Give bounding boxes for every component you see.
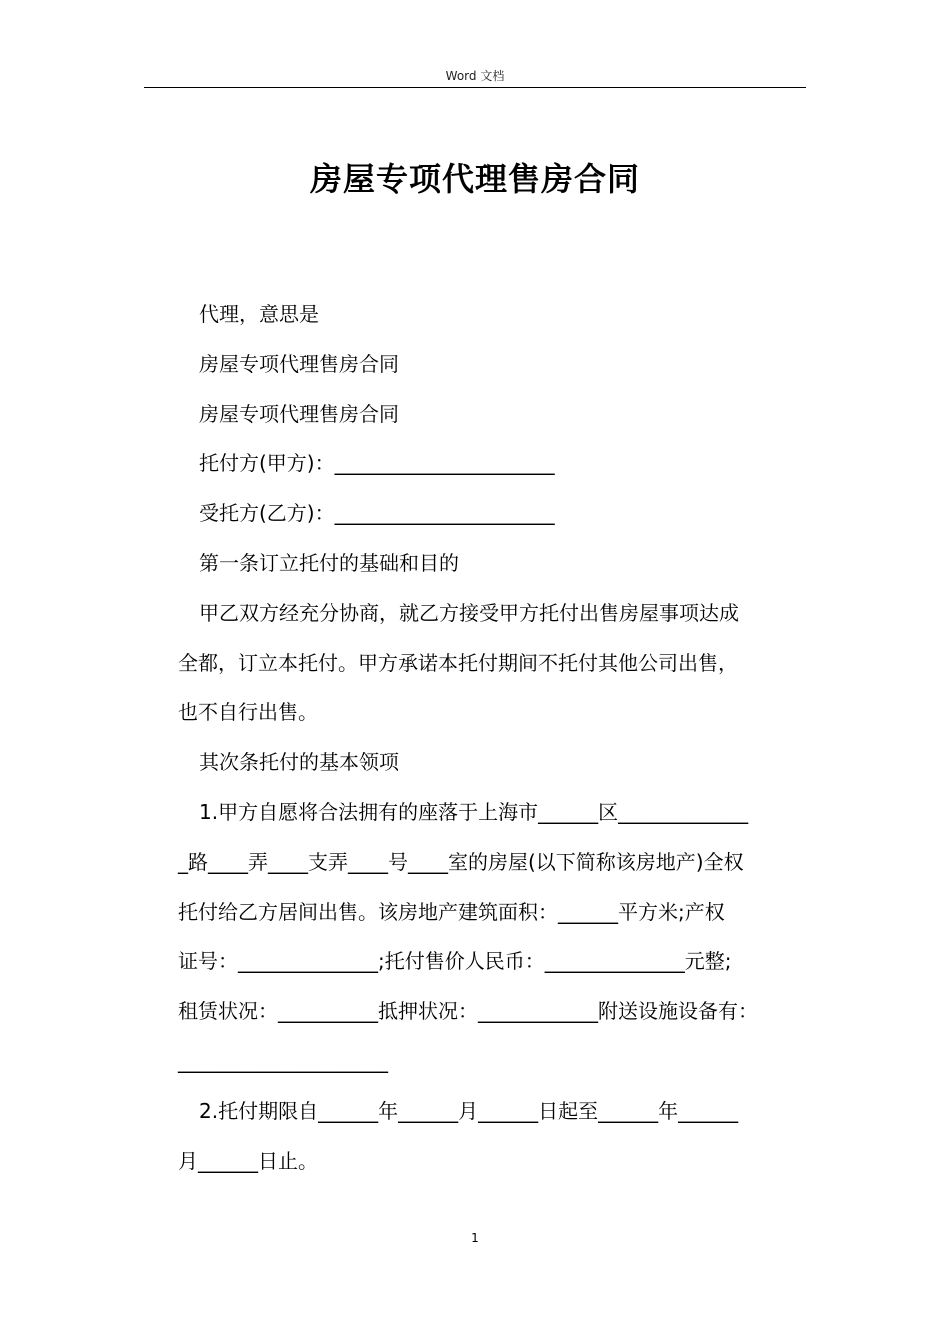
- clause-1-line-6: _____________________: [178, 1048, 388, 1073]
- clause-1-line-5: 租赁状况：__________抵押状况：____________附送设施设备有：: [178, 999, 758, 1024]
- header-divider: [144, 87, 806, 88]
- party-a-line: 托付方(甲方)：______________________: [199, 451, 555, 476]
- party-b-line: 受托方(乙方)：______________________: [199, 501, 555, 526]
- paragraph-intro: 代理，意思是: [199, 302, 319, 326]
- clause-1-line-4: 证号：______________;托付售价人民币：______________元整;: [178, 949, 732, 974]
- article-1-text-line-2: 全都，订立本托付。甲方承诺本托付期间不托付其他公司出售，: [178, 650, 738, 675]
- page-header: Word 文档: [445, 69, 505, 83]
- page-number: 1: [471, 1231, 479, 1245]
- clause-1-line-3: 托付给乙方居间出售。该房地产建筑面积：______平方米;产权: [178, 899, 725, 924]
- clause-1-line-1: 1.甲方自愿将合法拥有的座落于上海市______区_____________: [199, 799, 749, 824]
- article-2-heading: 其次条托付的基本领项: [199, 750, 399, 775]
- article-1-text-line-1: 甲乙双方经充分协商，就乙方接受甲方托付出售房屋事项达成: [199, 600, 739, 625]
- clause-2-line-2: 月______日止。: [178, 1148, 318, 1173]
- article-1-text-line-3: 也不自行出售。: [178, 700, 318, 725]
- paragraph-contract-name-1: 房屋专项代理售房合同: [199, 351, 399, 376]
- article-1-heading: 第一条订立托付的基础和目的: [199, 550, 459, 575]
- paragraph-contract-name-2: 房屋专项代理售房合同: [199, 401, 399, 426]
- document-body: [178, 290, 808, 1186]
- clause-1-line-2: _路____弄____支弄____号____室的房屋(以下简称该房地产)全权: [178, 849, 744, 874]
- document-title: 房屋专项代理售房合同: [309, 160, 640, 198]
- clause-2-line-1: 2.托付期限自______年______月______日起至______年______: [199, 1098, 739, 1123]
